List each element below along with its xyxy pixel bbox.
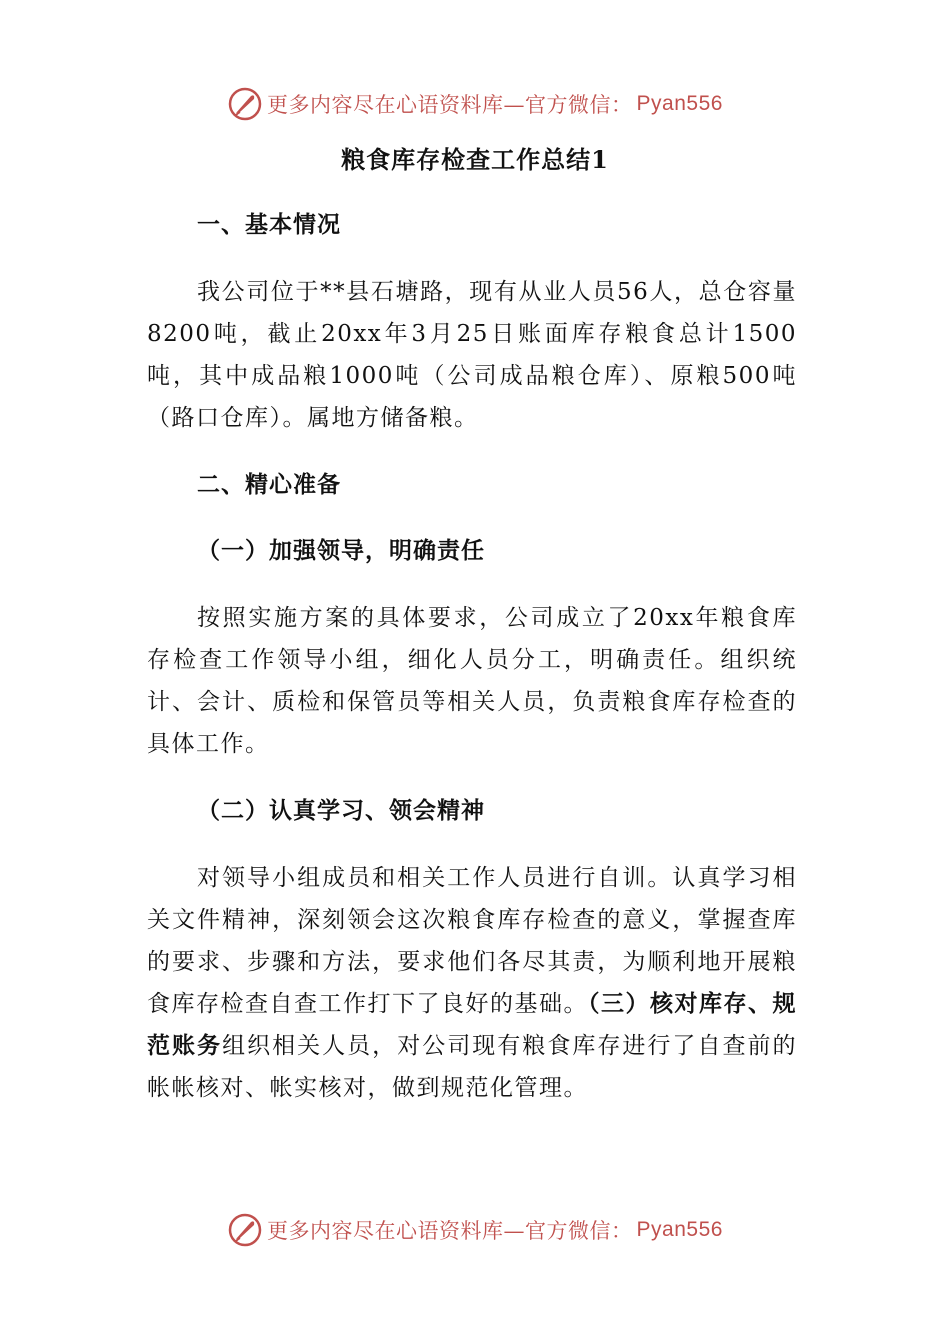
quill-logo-icon — [227, 86, 263, 122]
watermark-text: 更多内容尽在心语资料库—官方微信： — [267, 93, 633, 117]
subsection-2-heading: （二）认真学习、领会精神 — [197, 797, 485, 824]
subsection-1-paragraph: 按照实施方案的具体要求，公司成立了20xx年粮食库存检查工作领导小组，细化人员分工，明确责任。组织统计、会计、质检和保管员等相关人员，负责粮食库存检查的具体工作。 — [147, 605, 797, 757]
watermark-header — [0, 84, 950, 124]
subsection-3-heading: （三）核对库存、规范账务 — [147, 990, 797, 1059]
section-1-paragraph: 我公司位于**县石塘路，现有从业人员56人，总仓容量8200吨，截止20xx年3月25日账面库存粮食总计1500吨，其中成品粮1000吨（公司成品粮仓库）、原粮500吨（路口仓库）。属地方储备粮。 — [147, 279, 797, 431]
subsection-3-text: 组织相关人员，对公司现有粮食库存进行了自查前的帐帐核对、帐实核对，做到规范化管理。 — [147, 1033, 798, 1101]
section-1-heading: 一、基本情况 — [197, 211, 341, 238]
section-2-heading: 二、精心准备 — [197, 471, 341, 498]
subsection-1-heading: （一）加强领导，明确责任 — [197, 537, 485, 564]
watermark-wechat-id: Pyan556 — [636, 92, 723, 115]
watermark-text: 更多内容尽在心语资料库—官方微信： — [267, 1219, 633, 1243]
quill-logo-icon — [227, 1212, 263, 1248]
document-body — [147, 205, 797, 1135]
subsection-2-paragraph — [147, 857, 797, 1109]
subsection-2-text: 对领导小组成员和相关工作人员进行自训。认真学习相关文件精神，深刻领会这次粮食库存检查的意义，掌握查库的要求、步骤和方法，要求他们各尽其责，为顺利地开展粮食库存检查自查工作打下了良好的基础。 — [147, 865, 797, 1017]
watermark-footer — [0, 1210, 950, 1250]
watermark-wechat-id: Pyan556 — [636, 1218, 723, 1241]
document-title: 粮食库存检查工作总结1 — [341, 145, 609, 174]
